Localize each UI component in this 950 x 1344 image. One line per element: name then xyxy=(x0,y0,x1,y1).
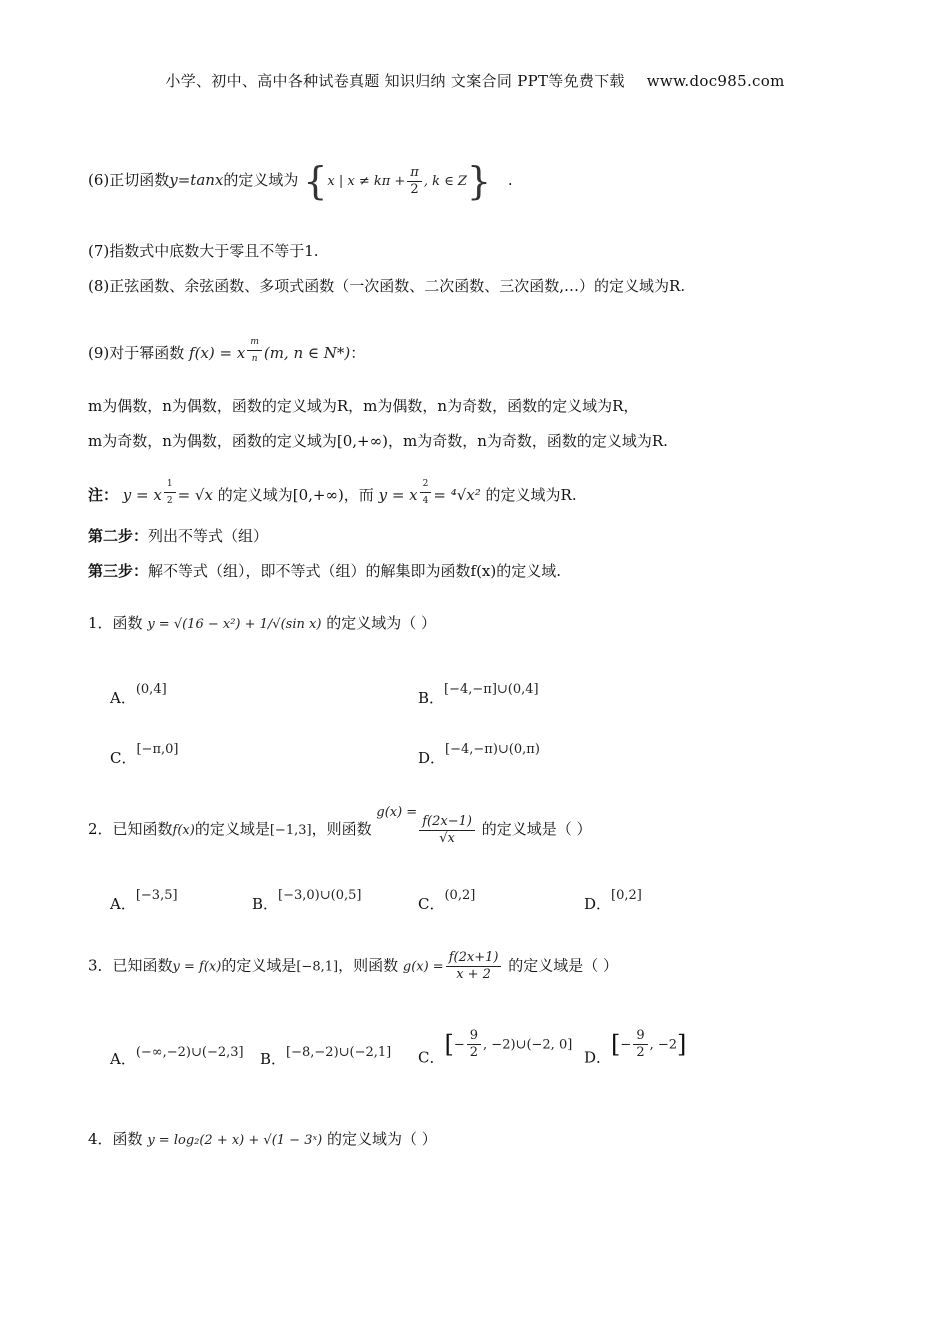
question-1: 1．函数 y = √(16 − x²) + 1/√(sin x) 的定义域为（ ） xyxy=(88,614,436,632)
rule-9: (9)对于幂函数 f(x) = x $\frac{m}{n}$ (m, n ∈ N*)： xyxy=(88,334,365,367)
rule-6: (6)正切函数y=tanx的定义域为 {x | x ≠ kπ + $\frac{\pi}{2}$ , k ∈ Z} . xyxy=(88,159,513,203)
header-url[interactable]: www.doc985.com xyxy=(646,72,785,90)
question-2: 2．已知函数f(x)的定义域是[−1,3]，则函数 g(x) = $\frac{f(2x-1)}{√x}$ 的定义域是（ ） xyxy=(88,805,592,846)
q3-option-b[interactable]: B．[−8,−2)∪(−2,1] xyxy=(260,1045,392,1068)
q1-option-d[interactable]: D．[−4,−π)∪(0,π) xyxy=(418,742,540,767)
question-4: 4．函数 y = log₂(2 + x) + √(1 − 3ˣ) 的定义域为（ ） xyxy=(88,1130,437,1148)
q4-formula: y = log₂(2 + x) + √(1 − 3ˣ) xyxy=(147,1133,323,1148)
left-brace: { xyxy=(303,159,328,203)
question-3: 3．已知函数y = f(x)的定义域是[−8,1]，则函数 g(x) = $\frac{f(2x+1)}{x + 2}$ 的定义域是（ ） xyxy=(88,950,618,982)
rule-7: (7)指数式中底数大于零且不等于1. xyxy=(88,242,319,260)
q2-option-d[interactable]: D．[0,2] xyxy=(584,888,642,913)
step-3: 第三步：解不等式（组），即不等式（组）的解集即为函数f(x)的定义域. xyxy=(88,562,562,580)
pi-over-two: $\frac{\pi}{2}$ xyxy=(407,165,422,198)
note-line: 注： y = x $\frac{1}{2}$ = √x 的定义域为[0,+∞)，而 y = x $\frac{2}{4}$ = ⁴√x² 的定义域为R. xyxy=(88,476,577,509)
q2-g-fraction: $\frac{f(2x-1)}{√x}$ xyxy=(419,814,475,847)
rule-8: (8)正弦函数、余弦函数、多项式函数（一次函数、二次函数、三次函数,…）的定义域为R. xyxy=(88,277,686,295)
q2-option-b[interactable]: B．[−3,0)∪(0,5] xyxy=(252,888,362,913)
tan-function: y=tanx xyxy=(169,171,224,189)
q1-option-a[interactable]: A．(0,4] xyxy=(110,682,167,707)
case-line-2: m为奇数，n为偶数，函数的定义域为[0,+∞)，m为奇数，n为奇数，函数的定义域为R. xyxy=(88,432,668,450)
q3-g-fraction: $\frac{f(2x+1)}{x + 2}$ xyxy=(446,950,502,983)
q1-option-c[interactable]: C．[−π,0] xyxy=(110,742,179,767)
q2-option-c[interactable]: C．(0,2] xyxy=(418,888,476,913)
header-title: 小学、初中、高中各种试卷真题 知识归纳 文案合同 PPT等免费下载 xyxy=(165,72,625,90)
case-line-1: m为偶数，n为偶数，函数的定义域为R，m为偶数，n为奇数，函数的定义域为R， xyxy=(88,397,639,415)
power-exponent: $\frac{m}{n}$ xyxy=(247,334,262,367)
page-header xyxy=(0,70,950,91)
step-2: 第二步：列出不等式（组） xyxy=(88,527,269,545)
q1-option-b[interactable]: B．[−4,−π]∪(0,4] xyxy=(418,682,539,707)
q3-option-c[interactable]: C．[− $\frac{9}{2}$ , −2)∪(−2, 0] xyxy=(418,1028,573,1067)
right-brace: } xyxy=(466,159,492,203)
q3-option-d[interactable]: D．[− $\frac{9}{2}$ , −2] xyxy=(584,1028,687,1067)
q2-option-a[interactable]: A．[−3,5] xyxy=(110,888,178,913)
q3-option-a[interactable]: A．(−∞,−2)∪(−2,3] xyxy=(110,1045,244,1068)
q1-formula: y = √(16 − x²) + 1/√(sin x) xyxy=(147,617,322,632)
note-label: 注： xyxy=(88,486,119,504)
